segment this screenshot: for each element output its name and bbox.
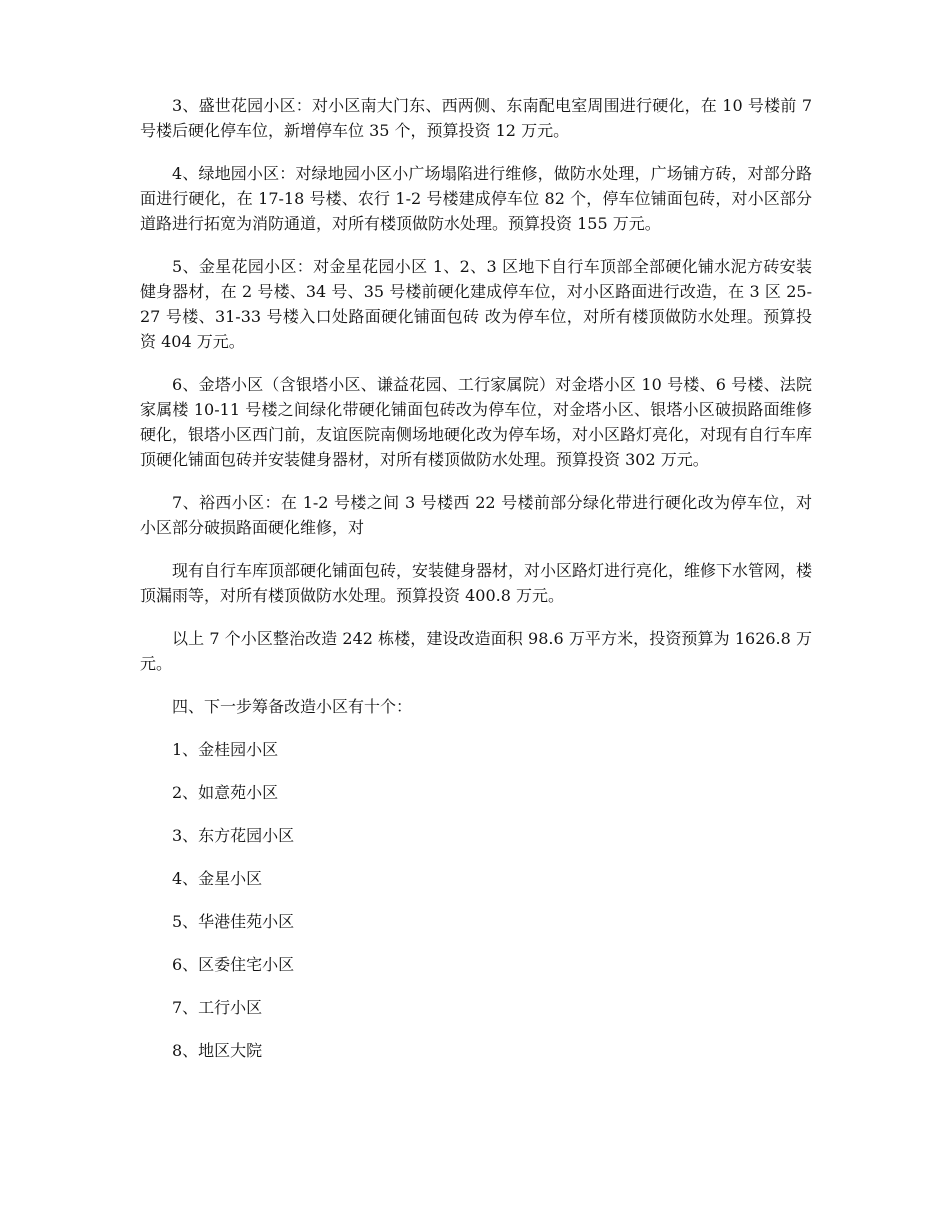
list-item: 8、地区大院 [172,1041,263,1060]
paragraph-lvdi-garden: 4、绿地园小区：对绿地园小区小广场塌陷进行维修，做防水处理，广场铺方砖，对部分路面进行硬化，在 17-18 号楼、农行 1-2 号楼建成停车位 82 个，停车位铺面包砖，对小区部分道路进行拓宽为消防通道，对所有楼顶做防水处理。预算投资 155 万元。 [140,164,812,233]
list-item: 1、金桂园小区 [172,740,279,759]
paragraph-jinxing-garden: 5、金星花园小区：对金星花园小区 1、2、3 区地下自行车顶部全部硬化铺水泥方砖安装健身器材，在 2 号楼、34 号、35 号楼前硬化建成停车位，对小区路面进行改造，在 3 区 25-27 号楼、31-33 号楼入口处路面硬化铺面包砖 改为停车位，对所有楼顶做防水处理。预算投资 404 万元。 [140,257,812,351]
section-heading-next-steps: 四、下一步筹备改造小区有十个： [172,697,413,716]
paragraph-shengshi-garden: 3、盛世花园小区：对小区南大门东、西两侧、东南配电室周围进行硬化，在 10 号楼前 7 号楼后硬化停车位，新增停车位 35 个，预算投资 12 万元。 [140,96,812,140]
list-item: 5、华港佳苑小区 [172,912,295,931]
list-item: 4、金星小区 [172,869,263,888]
list-item: 3、东方花园小区 [172,826,295,845]
list-item: 6、区委住宅小区 [172,955,295,974]
next-communities-list [140,737,812,1063]
paragraph-yuxi: 7、裕西小区：在 1-2 号楼之间 3 号楼西 22 号楼前部分绿化带进行硬化改为停车位，对小区部分破损路面硬化维修，对 [140,493,812,537]
list-item: 7、工行小区 [172,998,263,1017]
document-page [140,93,812,1081]
list-item: 2、如意苑小区 [172,783,279,802]
paragraph-yuxi-continued: 现有自行车库顶部硬化铺面包砖，安装健身器材，对小区路灯进行亮化，维修下水管网，楼顶漏雨等，对所有楼顶做防水处理。预算投资 400.8 万元。 [140,561,813,605]
paragraph-jinta: 6、金塔小区（含银塔小区、谦益花园、工行家属院）对金塔小区 10 号楼、6 号楼、法院家属楼 10-11 号楼之间绿化带硬化铺面包砖改为停车位，对金塔小区、银塔小区破损路面维修硬化，银塔小区西门前，友谊医院南侧场地硬化改为停车场，对小区路灯亮化，对现有自行车库顶硬化铺面包砖并安装健身器材，对所有楼顶做防水处理。预算投资 302 万元。 [140,375,813,469]
paragraph-summary: 以上 7 个小区整治改造 242 栋楼，建设改造面积 98.6 万平方米，投资预算为 1626.8 万元。 [140,629,812,673]
